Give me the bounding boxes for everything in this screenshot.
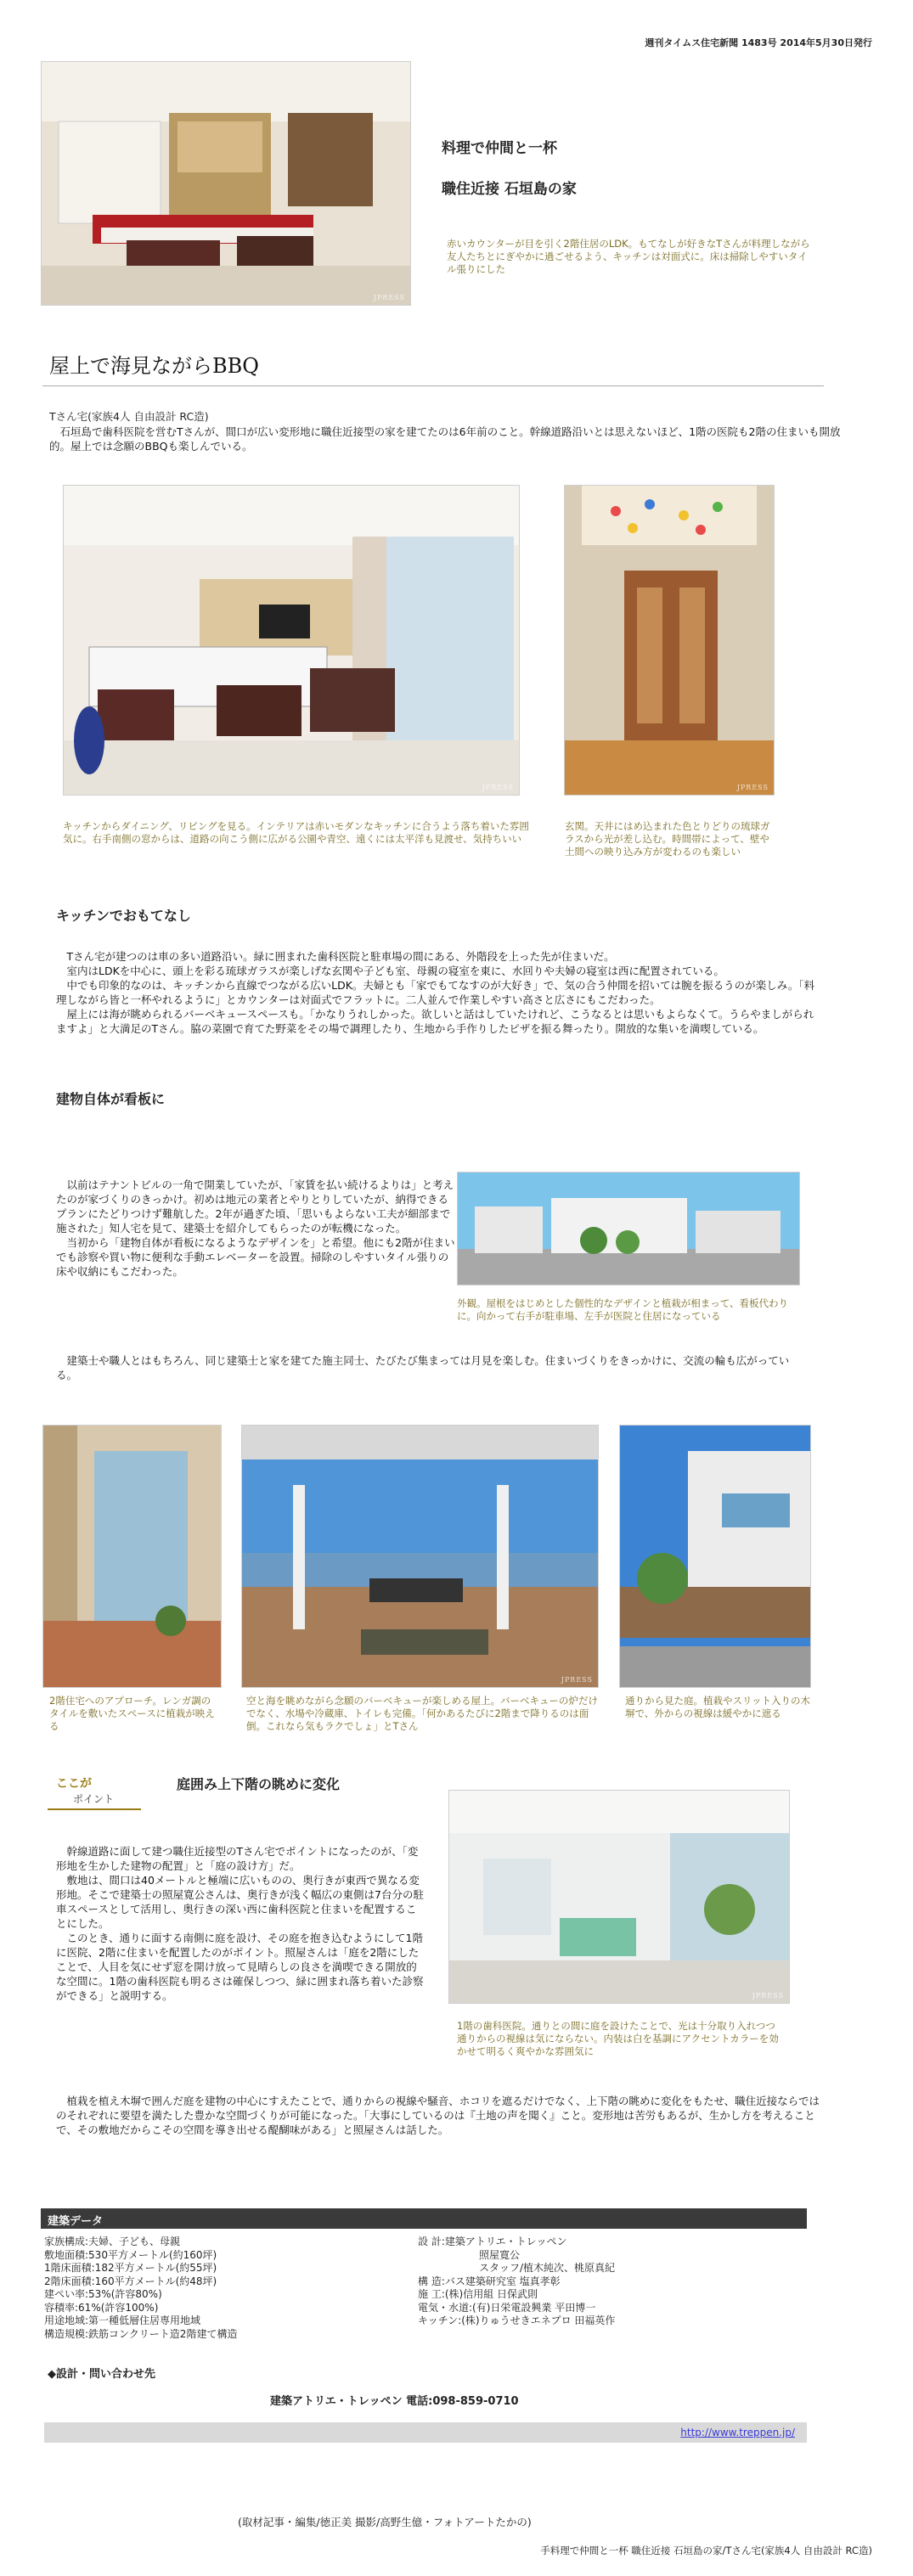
section-heading-signboard: 建物自体が看板に	[56, 1091, 166, 1107]
data-item: 電気・水道:(有)日栄電設興業 平田博一	[418, 2301, 596, 2314]
data-box-title: 建築データ	[48, 2215, 104, 2228]
paragraph: 敷地は、間口は40メートルと極端に広いものの、奥行きが東西で異なる変形地。そこで建築士の照屋寛公さんは、奥行きが浅く幅広の東側は7台分の駐車スペースとして活用し、奥行きの深い西に歯科医院と住まいを配置することにした。	[56, 1874, 424, 1930]
paragraph: Tさん宅が建つのは車の多い道路沿い。緑に囲まれた歯科医院と駐車場の間にある、外階段を上った先が住まいだ。	[66, 950, 615, 963]
data-item: 建ぺい率:53%(許容80%)	[44, 2288, 162, 2300]
point-badge	[48, 1775, 141, 1814]
data-left-list	[44, 2236, 418, 2341]
title-rule	[42, 385, 824, 386]
photo-rooftop-caption: 空と海を眺めながら念願のバーベキューが楽しめる屋上。バーベキューの炉だけでなく、水場や冷蔵庫、トイレも完備。「何かあるたびに2階まで降りるのは面倒。これなら気もラクでしょ」とTさん	[246, 1695, 598, 1732]
photo-watermark: JPRESS	[752, 1992, 784, 1999]
point-body-bottom: 植栽を植え木塀で囲んだ庭を建物の中心にすえたことで、通りからの視線や騒音、ホコリを遮るだけでなく、上下階の眺めに変化をもたせ、職住近接ならではのそれぞれに要望を満たした豊かな空間づくりが可能になった。「大事にしているのは『土地の声を聞く』こと。変形地は苦労もあるが、生かし方を考えることで、その敷地だからこその空間を導き出せる醍醐味がある」と照屋さんは話した。	[56, 2095, 820, 2136]
paragraph: 室内はLDKを中心に、頭上を彩る琉球ガラスが楽しげな玄関や子ども室、母親の寝室を東に、水回りや夫婦の寝室は西に配置されている。	[66, 965, 724, 977]
data-item: 2階床面積:160平方メートル(約48坪)	[44, 2275, 217, 2287]
photo-dental-clinic	[448, 1790, 790, 2004]
photo-rooftop-bbq	[241, 1425, 599, 1688]
photo-dental-caption: 1階の歯科医院。通りとの間に庭を設けたことで、光は十分取り入れつつ通りからの視線は気にならない。内装は白を基調にアクセントカラーを効かせて明るく爽やかな雰囲気に	[457, 2020, 779, 2057]
paragraph: 屋上には海が眺められるバーベキュースペースも。「かなりうれしかった。欲しいと話はしていたけれど、こうなるとは思いもよらなくて。うらやましがられますよ」と大満足のTさん。脇の菜園で育てた野菜をその場で調理したり、生地から手作りしたピザを振る舞ったり。開放的な集いを満喫している。	[56, 1008, 814, 1035]
data-item: 設 計:建築アトリエ・トレッペン	[418, 2236, 567, 2247]
section2-closing: 建築士や職人とはもちろん、同じ建築士と家を建てた施主同士、たびたび集まっては月見を楽しむ。住まいづくりをきっかけに、交流の輪も広がっている。	[56, 1354, 790, 1381]
article-intro: 石垣島で歯科医院を営むTさんが、間口が広い変形地に職住近接型の家を建てたのは6年前のこと。幹線道路沿いとは思えないほど、1階の医院も2階の住まいも開放的。屋上では念願のBBQも楽しんでいる。	[49, 425, 841, 453]
section2-body	[56, 1178, 455, 1279]
photo-watermark: JPRESS	[736, 784, 769, 791]
data-item: 1階床面積:182平方メートル(約55坪)	[44, 2262, 217, 2274]
contact-url-bar	[44, 2422, 807, 2443]
point-label-top: ここが	[56, 1777, 92, 1791]
section-heading-kitchen: キッチンでおもてなし	[56, 908, 191, 924]
paragraph: 当初から「建物自体が看板になるようなデザインを」と希望。他にも2階が住まいでも診察や買い物に便利な手動エレベーターを設置。掃除のしやすいタイル張りの床や収納にもこだわった。	[56, 1236, 455, 1278]
data-item: 家族構成:夫婦、子ども、母親	[44, 2236, 181, 2247]
section1-body	[56, 949, 820, 1036]
photo-garden-caption: 通りから見た庭。植栽やスリット入りの木塀で、外からの視線は緩やかに遮る	[625, 1695, 811, 1719]
contact-url-link[interactable]: http://www.treppen.jp/	[680, 2427, 795, 2438]
hero-caption: 赤いカウンターが目を引く2階住居のLDK。もてなしが好きなTさんが料理しながら友人たちとにぎやかに過ごせるよう、キッチンは対面式に。床は掃除しやすいタイル張りにした	[447, 238, 810, 275]
photo-entrance-caption: 玄関。天井にはめ込まれた色とりどりの琉球ガラスから光が差し込む。時間帯によって、壁や土間への映り込み方が変わるのも楽しい	[565, 820, 770, 858]
photo-exterior-caption: 外観。屋根をはじめとした個性的なデザインと植栽が相まって、看板代わりに。向かって右手が駐車場、左手が医院と住居になっている	[457, 1297, 788, 1322]
point-label-bottom: ポイント	[73, 1793, 115, 1805]
contact-name-phone: 建築アトリエ・トレッペン 電話:098-859-0710	[270, 2395, 519, 2408]
data-item: 施 工:(株)信用組 日保武則	[418, 2288, 538, 2300]
contact-heading: ◆設計・問い合わせ先	[48, 2368, 155, 2381]
hero-photo-ldk	[41, 61, 411, 306]
footer-credits: (取材記事・編集/徳正美 撮影/高野生億・フォトアートたかの)	[238, 2516, 532, 2528]
photo-kitchen-caption: キッチンからダイニング、リビングを見る。インテリアは赤いモダンなキッチンに合うよう落ち着いた雰囲気に。右手南側の窓からは、道路の向こう側に広がる公園や青空、遠くには太平洋も見渡せ、気持ちいい	[63, 820, 529, 845]
data-item: 敷地面積:530平方メートル(約160坪)	[44, 2248, 217, 2261]
data-item: 構 造:バス建築研究室 塩真孝彰	[418, 2275, 561, 2287]
photo-watermark: JPRESS	[561, 1676, 593, 1684]
footer-running-title: 手料理で仲間と一杯 職住近接 石垣島の家/Tさん宅(家族4人 自由設計 RC造)	[540, 2545, 872, 2556]
article-title: 屋上で海見ながらBBQ	[49, 354, 259, 378]
photo-approach-caption: 2階住宅へのアプローチ。レンガ調のタイルを敷いたスペースに植栽が映える	[49, 1695, 215, 1732]
photo-garden-street	[619, 1425, 811, 1688]
photo-watermark: JPRESS	[482, 784, 514, 791]
paragraph: 幹線道路に面して建つ職住近接型のTさん宅でポイントになったのが、「変形地を生かした建物の配置」と「庭の設け方」だ。	[56, 1845, 419, 1872]
paragraph: 以前はテナントビルの一角で開業していたが、「家賃を払い続けるよりは」と考えたのが家づくりのきっかけ。初めは地元の業者とやりとりしていたが、納得できるプランにたどりつけず難航した。2年が過ぎた頃、「思いもよらない工夫が細部まで施された」知人宅を見て、建築士を紹介してもらったのが転機になった。	[56, 1178, 454, 1235]
photo-watermark: JPRESS	[373, 294, 405, 301]
hero-lead-1: 料理で仲間と一杯	[442, 140, 557, 157]
photo-approach	[42, 1425, 222, 1688]
data-item: スタッフ/植木純次、桃原真紀	[479, 2262, 616, 2274]
publication-header: 週刊タイムス住宅新聞 1483号 2014年5月30日発行	[645, 37, 872, 48]
point-heading: 庭囲み上下階の眺めに変化	[177, 1776, 341, 1792]
paragraph: 中でも印象的なのは、キッチンから直線でつながる広いLDK。夫婦とも「家でもてなすのが大好き」で、気の合う仲間を招いては腕を振るうのが楽しみ。「料理しながら皆と一杯やれるように」とカウンターは対面式でフラットに。二人並んで作業しやすい高さと広さにもこだわった。	[56, 979, 815, 1006]
article-owner: Tさん宅(家族4人 自由設計 RC造)	[49, 410, 209, 423]
point-underline	[48, 1808, 141, 1810]
data-item: キッチン:(株)りゅうせきエネプロ 田福英作	[418, 2314, 616, 2326]
data-item: 用途地域:第一種低層住居専用地域	[44, 2314, 201, 2326]
data-box-heading	[41, 2208, 807, 2229]
data-item: 構造規模:鉄筋コンクリート造2階建て構造	[44, 2327, 238, 2340]
point-body-left	[56, 1844, 425, 2003]
data-right-list	[418, 2236, 800, 2328]
paragraph: このとき、通りに面する南側に庭を設け、その庭を抱き込むようにして1階に医院、2階に住まいを配置したのがポイント。照屋さんは「庭を2階にしたことで、人目を気にせず窓を開け放って見晴らしの良さを満喫できる開放的な空間に。1階の歯科医院も明るさは確保しつつ、緑に囲まれ落ち着いた診察ができる」と説明する。	[56, 1932, 424, 2002]
photo-entrance	[564, 485, 775, 796]
hero-lead-2: 職住近接 石垣島の家	[442, 181, 577, 198]
data-item: 容積率:61%(許容100%)	[44, 2301, 159, 2314]
photo-exterior	[457, 1172, 800, 1285]
photo-kitchen-ldk	[63, 485, 520, 796]
data-item: 照屋寛公	[479, 2248, 521, 2261]
